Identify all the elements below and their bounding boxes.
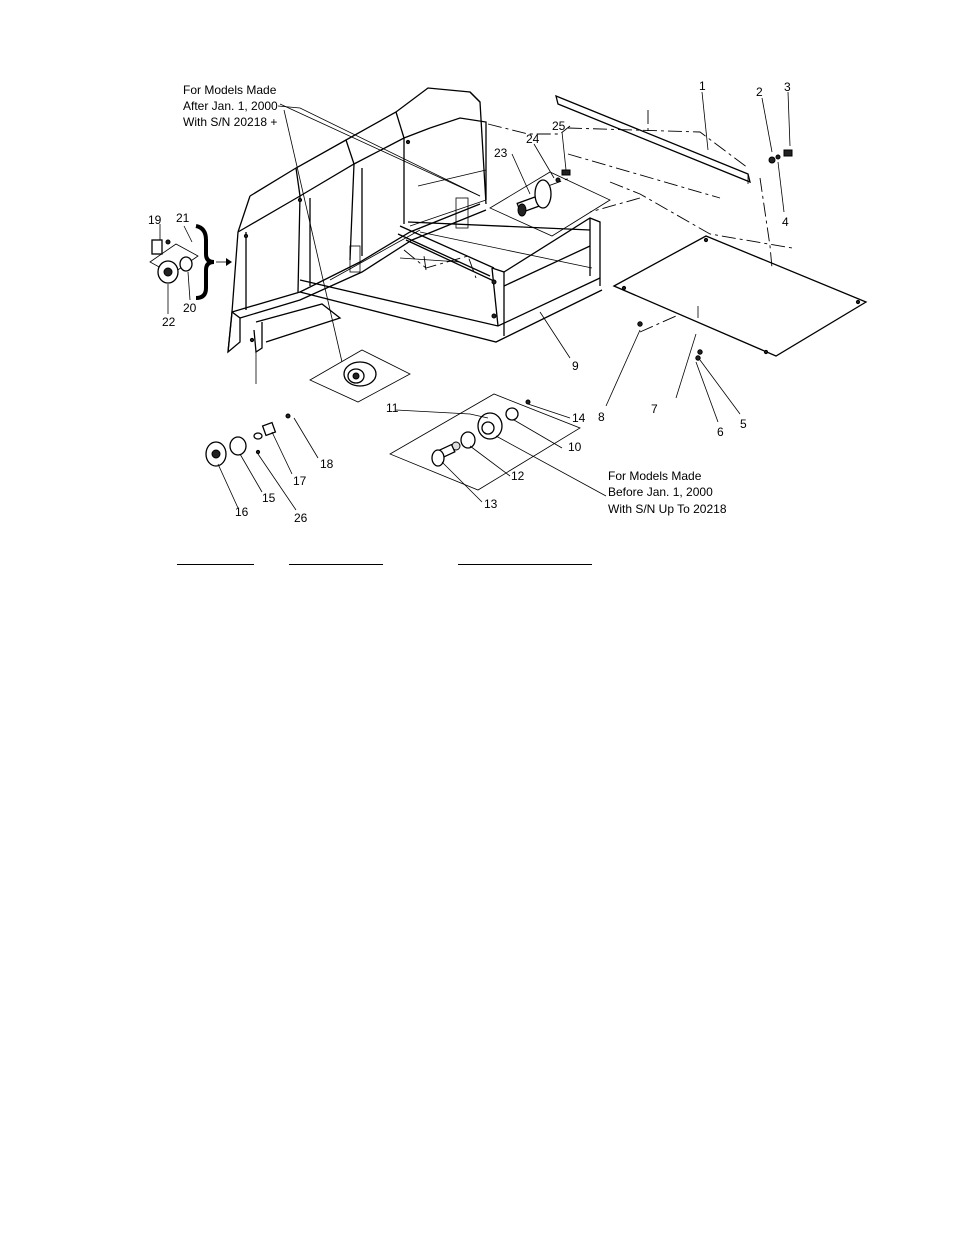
callout-2: 2 bbox=[756, 85, 763, 99]
callout-20-21-top: 21 bbox=[176, 211, 190, 225]
parts-exploded-diagram bbox=[0, 0, 954, 600]
callout-25: 25 bbox=[552, 119, 566, 133]
callout-6: 6 bbox=[717, 425, 724, 439]
callout-23: 23 bbox=[494, 146, 508, 160]
callout-8: 8 bbox=[598, 410, 605, 424]
part-11-group bbox=[310, 350, 410, 402]
hopper-body bbox=[228, 88, 486, 384]
callout-15: 15 bbox=[262, 491, 276, 505]
note-before-line-3: With S/N Up To 20218 bbox=[608, 502, 727, 516]
callout-4: 4 bbox=[782, 215, 789, 229]
parts-15-18-group bbox=[206, 414, 290, 466]
note-after-line-2: After Jan. 1, 2000 bbox=[183, 99, 278, 113]
note-after-line-1: For Models Made bbox=[183, 83, 277, 97]
note-after-2000 bbox=[183, 83, 278, 129]
callout-10: 10 bbox=[568, 440, 582, 454]
callout-9: 9 bbox=[572, 359, 579, 373]
rule-1 bbox=[177, 564, 254, 565]
callout-13: 13 bbox=[484, 497, 498, 511]
note-after-line-3: With S/N 20218 + bbox=[183, 115, 278, 129]
rule-2 bbox=[289, 564, 383, 565]
note-before-2000 bbox=[608, 469, 727, 516]
callout-20: 20 bbox=[183, 301, 197, 315]
callout-24: 24 bbox=[526, 132, 540, 146]
callout-5: 5 bbox=[740, 417, 747, 431]
bracket-part bbox=[556, 96, 792, 184]
callout-22: 22 bbox=[162, 315, 176, 329]
note-before-line-1: For Models Made bbox=[608, 469, 702, 483]
callout-17: 17 bbox=[293, 474, 307, 488]
callout-14: 14 bbox=[572, 411, 586, 425]
rule-3 bbox=[458, 564, 592, 565]
callout-12: 12 bbox=[511, 469, 525, 483]
callout-1: 1 bbox=[699, 79, 706, 93]
bottom-plate bbox=[614, 236, 866, 360]
callout-11: 11 bbox=[386, 401, 399, 415]
callout-16: 16 bbox=[235, 505, 249, 519]
callout-26: 26 bbox=[294, 511, 308, 525]
parts-19-22-group bbox=[150, 226, 232, 298]
callout-7: 7 bbox=[651, 402, 658, 416]
callout-18: 18 bbox=[320, 457, 334, 471]
callout-3: 3 bbox=[784, 80, 791, 94]
callout-19: 19 bbox=[148, 213, 162, 227]
note-before-line-2: Before Jan. 1, 2000 bbox=[608, 485, 713, 499]
